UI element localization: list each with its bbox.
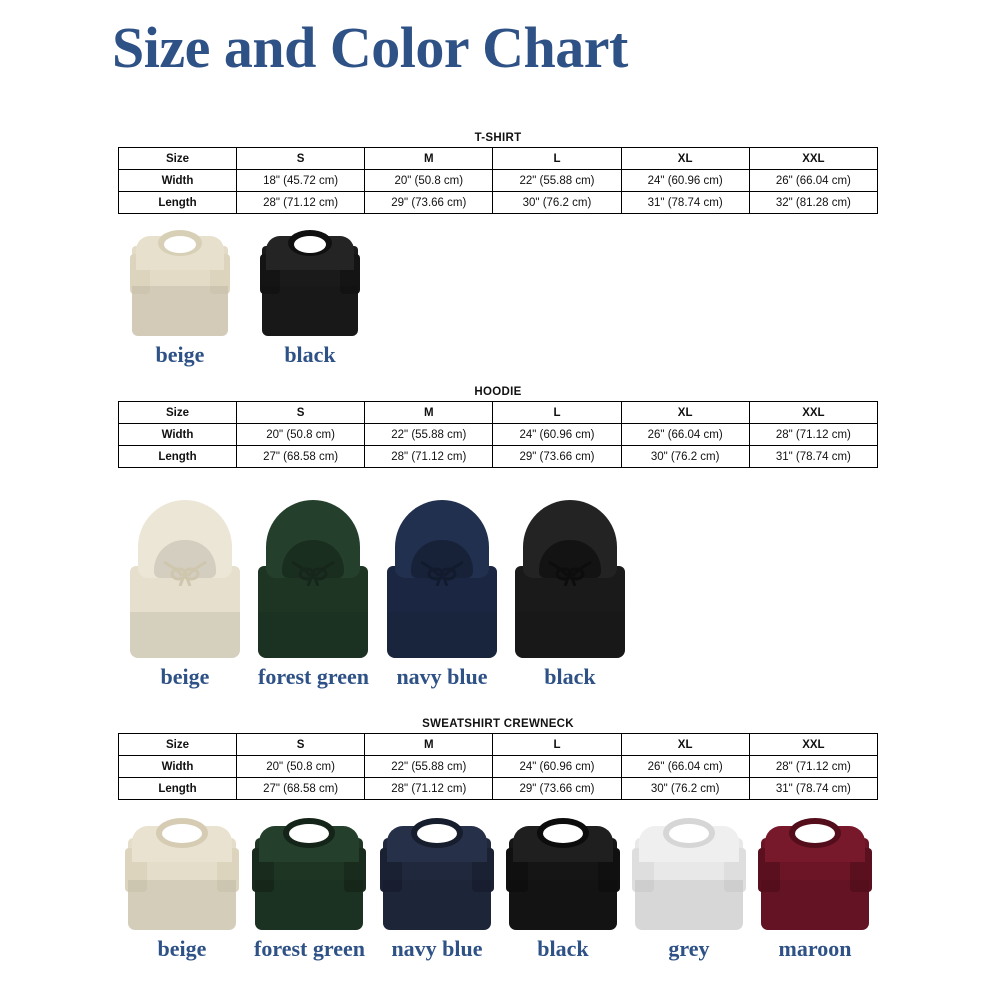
hoodie-illustration bbox=[387, 500, 497, 658]
table-row bbox=[119, 756, 878, 778]
garment-crewneck-grey bbox=[635, 818, 743, 962]
garment-crewneck-black bbox=[509, 818, 617, 962]
cell-length-l: 30" (76.2 cm) bbox=[493, 192, 621, 214]
garment-tshirt-beige bbox=[132, 228, 228, 368]
cell-width-xl: 26" (66.04 cm) bbox=[621, 756, 749, 778]
cell-width-l: 24" (60.96 cm) bbox=[493, 424, 621, 446]
garment-tshirt-black bbox=[262, 228, 358, 368]
garment-crewneck-beige bbox=[128, 818, 236, 962]
garment-hoodie-black bbox=[515, 500, 625, 690]
th-xxl: XXL bbox=[749, 734, 877, 756]
tshirt-color-swatches bbox=[132, 228, 358, 368]
cell-width-s: 18" (45.72 cm) bbox=[237, 170, 365, 192]
cell-width-xxl: 28" (71.12 cm) bbox=[749, 424, 877, 446]
color-label: black bbox=[284, 342, 336, 367]
table-row bbox=[119, 446, 878, 468]
th-xl: XL bbox=[621, 148, 749, 170]
page-title: Size and Color Chart bbox=[112, 15, 628, 80]
th-s: S bbox=[237, 402, 365, 424]
color-label: navy blue bbox=[391, 936, 483, 961]
color-label: beige bbox=[157, 936, 207, 961]
table-header-row bbox=[119, 734, 878, 756]
cell-width-m: 20" (50.8 cm) bbox=[365, 170, 493, 192]
hoodie-illustration bbox=[515, 500, 625, 658]
cell-width-xxl: 26" (66.04 cm) bbox=[749, 170, 877, 192]
row-label-length: Length bbox=[119, 192, 237, 214]
cell-width-xl: 24" (60.96 cm) bbox=[621, 170, 749, 192]
drawstring-icon bbox=[284, 560, 342, 586]
cell-width-s: 20" (50.8 cm) bbox=[237, 756, 365, 778]
th-m: M bbox=[365, 734, 493, 756]
crewneck-size-table bbox=[118, 733, 878, 800]
cell-length-s: 27" (68.58 cm) bbox=[237, 446, 365, 468]
drawstring-icon bbox=[541, 560, 599, 586]
th-l: L bbox=[493, 734, 621, 756]
th-l: L bbox=[493, 148, 621, 170]
crewneck-illustration bbox=[635, 818, 743, 930]
table-row bbox=[119, 778, 878, 800]
tshirt-illustration bbox=[262, 228, 358, 336]
crewneck-color-swatches bbox=[128, 818, 869, 962]
cell-length-s: 28" (71.12 cm) bbox=[237, 192, 365, 214]
th-size: Size bbox=[119, 402, 237, 424]
crewneck-illustration bbox=[383, 818, 491, 930]
th-size: Size bbox=[119, 734, 237, 756]
tshirt-size-table bbox=[118, 147, 878, 214]
color-label: maroon bbox=[778, 936, 852, 961]
cell-width-m: 22" (55.88 cm) bbox=[365, 424, 493, 446]
tshirt-illustration bbox=[132, 228, 228, 336]
cell-width-s: 20" (50.8 cm) bbox=[237, 424, 365, 446]
crewneck-illustration bbox=[255, 818, 363, 930]
th-xxl: XXL bbox=[749, 148, 877, 170]
cell-length-xl: 30" (76.2 cm) bbox=[621, 778, 749, 800]
crewneck-table-block bbox=[118, 718, 878, 800]
color-label: forest green bbox=[258, 664, 369, 689]
color-label: beige bbox=[155, 342, 205, 367]
row-label-width: Width bbox=[119, 170, 237, 192]
cell-length-s: 27" (68.58 cm) bbox=[237, 778, 365, 800]
section-label-crewneck: SWEATSHIRT CREWNECK bbox=[422, 718, 574, 730]
cell-width-l: 24" (60.96 cm) bbox=[493, 756, 621, 778]
color-label: navy blue bbox=[396, 664, 488, 689]
garment-crewneck-forest-green bbox=[254, 818, 365, 962]
cell-length-m: 28" (71.12 cm) bbox=[365, 778, 493, 800]
th-size: Size bbox=[119, 148, 237, 170]
hoodie-table-block bbox=[118, 386, 878, 468]
row-label-length: Length bbox=[119, 778, 237, 800]
th-m: M bbox=[365, 402, 493, 424]
hoodie-illustration bbox=[130, 500, 240, 658]
th-xxl: XXL bbox=[749, 402, 877, 424]
th-xl: XL bbox=[621, 734, 749, 756]
table-header-row bbox=[119, 148, 878, 170]
table-header-row bbox=[119, 402, 878, 424]
row-label-width: Width bbox=[119, 424, 237, 446]
cell-width-m: 22" (55.88 cm) bbox=[365, 756, 493, 778]
th-l: L bbox=[493, 402, 621, 424]
section-label-hoodie: HOODIE bbox=[474, 386, 522, 398]
cell-length-m: 29" (73.66 cm) bbox=[365, 192, 493, 214]
cell-length-xxl: 31" (78.74 cm) bbox=[749, 446, 877, 468]
color-label: beige bbox=[160, 664, 210, 689]
section-label-tshirt: T-SHIRT bbox=[474, 132, 522, 144]
crewneck-illustration bbox=[128, 818, 236, 930]
row-label-length: Length bbox=[119, 446, 237, 468]
th-s: S bbox=[237, 734, 365, 756]
table-row bbox=[119, 424, 878, 446]
drawstring-icon bbox=[156, 560, 214, 586]
drawstring-icon bbox=[413, 560, 471, 586]
th-m: M bbox=[365, 148, 493, 170]
garment-hoodie-beige bbox=[130, 500, 240, 690]
hoodie-illustration bbox=[258, 500, 368, 658]
cell-width-xxl: 28" (71.12 cm) bbox=[749, 756, 877, 778]
cell-length-xxl: 32" (81.28 cm) bbox=[749, 192, 877, 214]
color-label: black bbox=[544, 664, 596, 689]
cell-length-l: 29" (73.66 cm) bbox=[493, 778, 621, 800]
garment-crewneck-navy-blue bbox=[383, 818, 491, 962]
cell-length-xl: 31" (78.74 cm) bbox=[621, 192, 749, 214]
crewneck-illustration bbox=[761, 818, 869, 930]
cell-length-l: 29" (73.66 cm) bbox=[493, 446, 621, 468]
tshirt-table-block bbox=[118, 132, 878, 214]
table-row bbox=[119, 192, 878, 214]
row-label-width: Width bbox=[119, 756, 237, 778]
cell-length-m: 28" (71.12 cm) bbox=[365, 446, 493, 468]
garment-hoodie-forest-green bbox=[258, 500, 369, 690]
cell-length-xxl: 31" (78.74 cm) bbox=[749, 778, 877, 800]
th-s: S bbox=[237, 148, 365, 170]
hoodie-color-swatches bbox=[130, 500, 625, 690]
color-label: grey bbox=[668, 936, 710, 961]
th-xl: XL bbox=[621, 402, 749, 424]
garment-crewneck-maroon bbox=[761, 818, 869, 962]
table-row bbox=[119, 170, 878, 192]
cell-length-xl: 30" (76.2 cm) bbox=[621, 446, 749, 468]
hoodie-size-table bbox=[118, 401, 878, 468]
color-label: black bbox=[537, 936, 589, 961]
color-label: forest green bbox=[254, 936, 365, 961]
crewneck-illustration bbox=[509, 818, 617, 930]
cell-width-l: 22" (55.88 cm) bbox=[493, 170, 621, 192]
garment-hoodie-navy-blue bbox=[387, 500, 497, 690]
cell-width-xl: 26" (66.04 cm) bbox=[621, 424, 749, 446]
